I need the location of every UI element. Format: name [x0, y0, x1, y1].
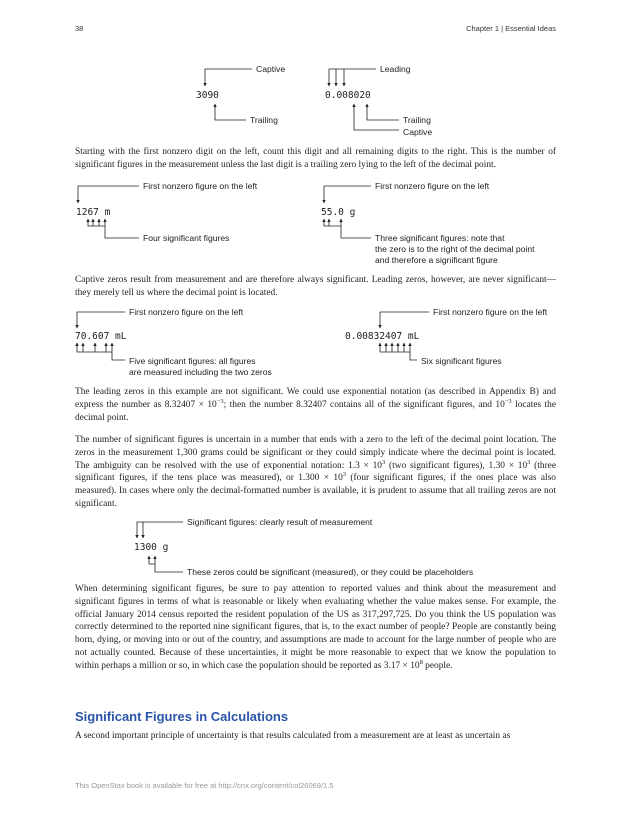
- figure-note-three-sig-1: Three significant figures: note that: [375, 233, 505, 243]
- section-heading: Significant Figures in Calculations: [75, 709, 289, 724]
- figure-note-five-sig-2: are measured including the two zeros: [129, 367, 272, 377]
- paragraph-counting-rule: Starting with the first nonzero digit on the left, count this digit and all remaining digits to the right. This is the number of significant figures in the measurement unless the last digit is a trailing zero lying to the left of the decimal point.: [75, 147, 556, 170]
- paragraph-leading-zeros: The leading zeros in this example are not significant. We could use exponential notation (as described in Appendix B) and express the number as $8.32407 \times 10^{-3}$; then the number 8.32407 contains all of the significant figures, and $10^{-3}$ locates the decimal point.: [75, 387, 557, 423]
- figure-label-first-nonzero-0-008: First nonzero figure on the left: [433, 307, 548, 317]
- figure-note-three-sig-2: the zero is to the right of the decimal point: [375, 244, 535, 254]
- figure-label-captive: Captive: [256, 64, 286, 74]
- figure-value-1267m: 1267 m: [76, 207, 111, 218]
- figure-label-first-nonzero-55: First nonzero figure on the left: [375, 181, 490, 191]
- figure-value-0-00832407ml: 0.00832407 mL: [345, 331, 420, 342]
- paragraph-census: When determining significant figures, be sure to pay attention to reported values and think about the measurement and significant figures in terms of what is reasonable or likely when evaluating whether the value makes sense. For example, the official January 2014 census reported the resident population of the US as 317,297,725. Do you think the US population was correctly determined to the reported nine significant figures, that is, to the exact number of people? People are constantly being born, dying, or moving into or out of the country, and assumptions are made to account for the large number of people who are not actually counted. Because of these uncertainties, it might be more reasonable to expect that we know the population to within perhaps a million or so, in which case the population should be reported as $3.17 \times 10^8$ people.: [75, 584, 556, 671]
- footer-note: This OpenStax book is available for free at http://cnx.org/content/col26069/1.5: [75, 781, 334, 790]
- figure-value-70-607ml: 70.607 mL: [75, 331, 127, 342]
- figure-label-placeholders: These zeros could be significant (measured), or they could be placeholders: [187, 567, 474, 577]
- figure-value-3090: 3090: [196, 90, 219, 101]
- figure-note-five-sig-1: Five significant figures: all figures: [129, 356, 256, 366]
- paragraph-ambiguity: The number of significant figures is uncertain in a number that ends with a zero to the left of the decimal point location. The zeros in the measurement 1,300 grams could be significant or they could simply indicate where the decimal point is located. The ambiguity can be resolved with the use of exponential notation: $1.3 \times 10^3$ (two significant figures), $1.30 \times 10^3$ (three significant figures, if the tens place was measured), or $1.300 \times 10^3$ (four significant figures, if the ones place was also measured). In cases where only the decimal-formatted number is available, it is prudent to assume that all trailing zeros are not significant.: [75, 435, 557, 509]
- figure-label-trailing-2: Trailing: [403, 115, 431, 125]
- figure-label-four-sig: Four significant figures: [143, 233, 230, 243]
- figure-label-first-nonzero-1267: First nonzero figure on the left: [143, 181, 258, 191]
- paragraph-calculations-intro: A second important principle of uncertainty is that results calculated from a measurement are at least as uncertain as: [75, 731, 511, 741]
- figure-value-0-008020: 0.008020: [325, 90, 371, 101]
- figure-note-three-sig-3: and therefore a significant figure: [375, 255, 498, 265]
- figure-label-first-nonzero-70: First nonzero figure on the left: [129, 307, 244, 317]
- paragraph-captive-leading: Captive zeros result from measurement and are therefore always significant. Leading zeros, however, are never significant—they merely tell us where the decimal point is located.: [75, 275, 556, 298]
- figure-label-trailing: Trailing: [250, 115, 278, 125]
- chapter-title: Chapter 1 | Essential Ideas: [466, 24, 556, 33]
- figure-label-six-sig: Six significant figures: [421, 356, 502, 366]
- figure-label-clearly-measured: Significant figures: clearly result of measurement: [187, 517, 373, 527]
- figure-label-captive-2: Captive: [403, 127, 433, 137]
- figure-value-1300g: 1300 g: [134, 542, 169, 553]
- page-number: 38: [75, 24, 84, 33]
- figure-label-leading: Leading: [380, 64, 411, 74]
- figure-value-55g: 55.0 g: [321, 207, 356, 218]
